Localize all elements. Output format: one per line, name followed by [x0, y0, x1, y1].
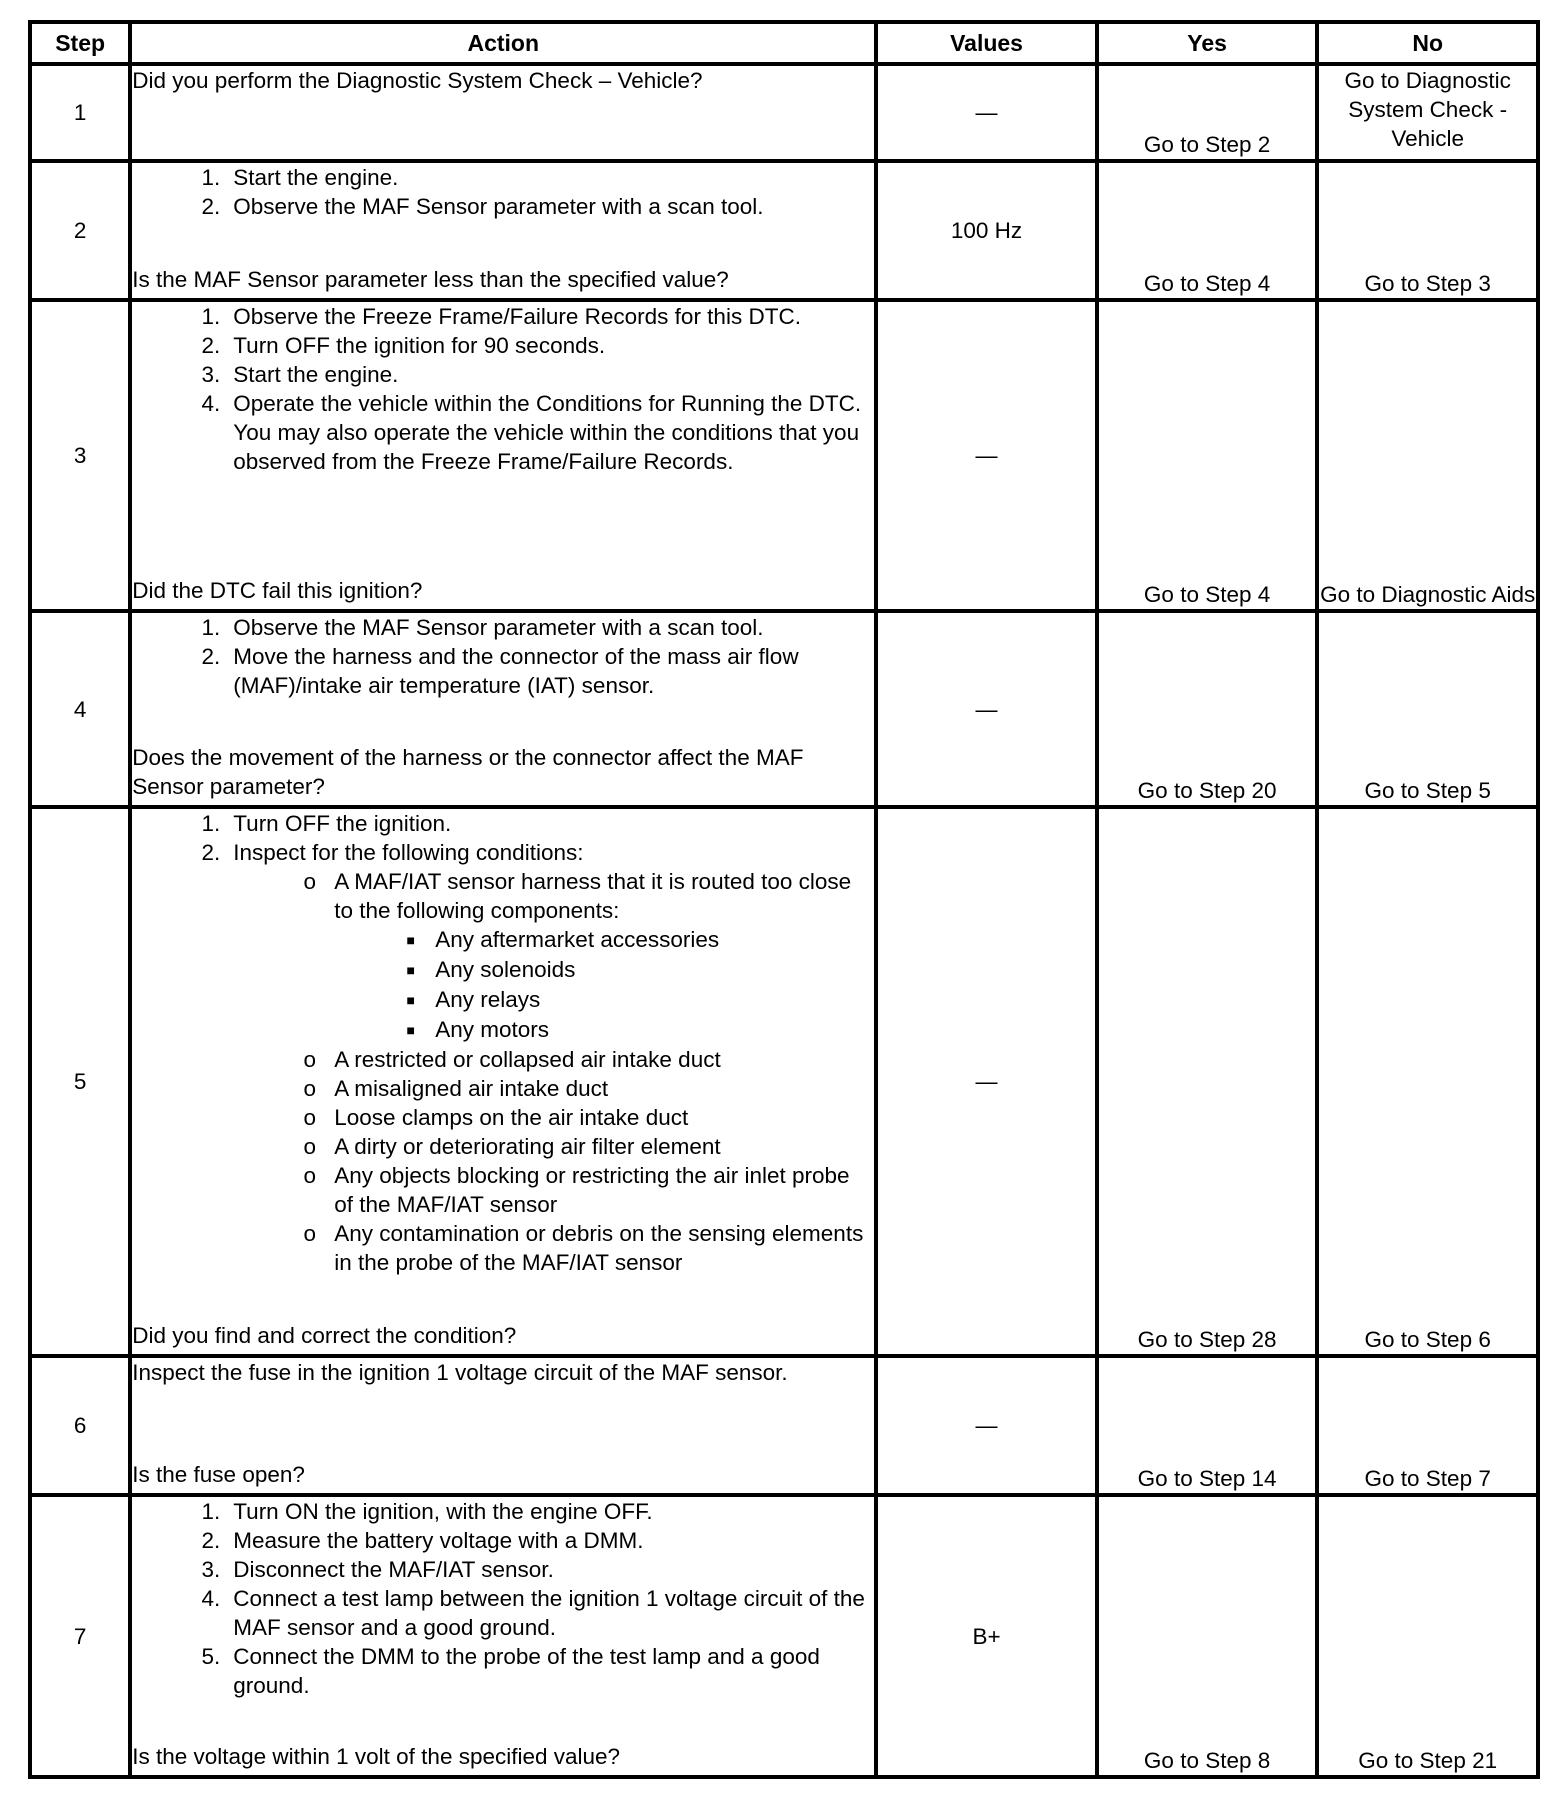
action-steps	[132, 613, 874, 700]
value-text: —	[975, 100, 998, 125]
action-cell	[130, 161, 876, 300]
action-question: Is the fuse open?	[132, 1462, 305, 1487]
table-row-step-6	[30, 1356, 1538, 1495]
value-cell: 100 Hz	[876, 161, 1097, 300]
yes-cell: Go to Step 4	[1097, 300, 1318, 611]
list-item: 2. Move the harness and the connector of the mass air flow (MAF)/intake air temperature (IAT) sensor.	[201, 644, 799, 698]
header-action: Action	[130, 22, 876, 64]
value-cell	[876, 64, 1097, 161]
list-item: 1. Observe the MAF Sensor parameter with a scan tool.	[201, 615, 764, 640]
list-item: 2. Turn OFF the ignition for 90 seconds.	[201, 333, 606, 358]
yes-cell: Go to Step 20	[1097, 611, 1318, 807]
action-steps	[132, 809, 874, 867]
value-cell	[876, 807, 1097, 1356]
list-item: o A dirty or deteriorating air filter element	[303, 1134, 721, 1159]
value-text: —	[975, 1413, 998, 1438]
action-question: Is the voltage within 1 volt of the specified value?	[132, 1744, 621, 1769]
component-list	[334, 925, 874, 1045]
action-cell	[130, 1495, 876, 1777]
list-item: o A misaligned air intake duct	[303, 1076, 609, 1101]
condition-list	[233, 1045, 874, 1277]
list-item: 4. Operate the vehicle within the Conditions for Running the DTC. You may also operate the vehicle within the conditions that you observed from the Freeze Frame/Failure Records.	[201, 391, 862, 474]
list-item: ■ Any solenoids	[406, 957, 576, 982]
step-number: 1	[30, 64, 130, 161]
list-item: ■ Any relays	[406, 987, 541, 1012]
step-number: 3	[30, 300, 130, 611]
action-cell	[130, 300, 876, 611]
action-cell	[130, 64, 876, 161]
no-cell: Go to Step 3	[1317, 161, 1538, 300]
table-row-step-3	[30, 300, 1538, 611]
value-text: —	[975, 696, 998, 722]
list-item: 1. Observe the Freeze Frame/Failure Records for this DTC.	[201, 304, 801, 329]
value-text: —	[975, 1069, 998, 1094]
yes-cell: Go to Step 8	[1097, 1495, 1318, 1777]
no-cell: Go to Step 5	[1317, 611, 1538, 807]
action-question: Did the DTC fail this ignition?	[132, 578, 423, 603]
action-question: Is the MAF Sensor parameter less than the specified value?	[132, 267, 729, 292]
action-steps	[132, 1497, 874, 1700]
step-number: 5	[30, 807, 130, 1356]
action-intro: Inspect the fuse in the ignition 1 voltage circuit of the MAF sensor.	[132, 1360, 788, 1385]
list-item: 3. Disconnect the MAF/IAT sensor.	[201, 1557, 554, 1582]
header-step: Step	[30, 22, 130, 64]
list-item: 2. Inspect for the following conditions:	[201, 840, 584, 865]
value-text: —	[975, 443, 998, 468]
value-cell: B+	[876, 1495, 1097, 1777]
action-steps	[132, 163, 874, 221]
list-item: 1. Turn OFF the ignition.	[201, 811, 452, 836]
list-item: o Any contamination or debris on the sensing elements in the probe of the MAF/IAT sensor	[303, 1221, 864, 1275]
diagnostic-table	[28, 20, 1540, 1779]
no-cell: Go to Diagnostic System Check - Vehicle	[1317, 64, 1538, 161]
no-cell: Go to Step 21	[1317, 1495, 1538, 1777]
step-number: 6	[30, 1356, 130, 1495]
list-item: 4. Connect a test lamp between the ignition 1 voltage circuit of the MAF sensor and a good ground.	[201, 1586, 865, 1640]
step-number: 7	[30, 1495, 130, 1777]
action-cell	[130, 1356, 876, 1495]
list-item: ■ Any motors	[406, 1017, 550, 1042]
list-item: o A MAF/IAT sensor harness that it is routed too close to the following components:	[303, 869, 852, 923]
action-question: Does the movement of the harness or the connector affect the MAF Sensor parameter?	[132, 745, 804, 799]
yes-cell: Go to Step 4	[1097, 161, 1318, 300]
value-cell	[876, 611, 1097, 807]
list-item: o Loose clamps on the air intake duct	[303, 1105, 689, 1130]
yes-cell: Go to Step 2	[1097, 64, 1318, 161]
step-number: 4	[30, 611, 130, 807]
no-cell: Go to Diagnostic Aids	[1317, 300, 1538, 611]
action-cell	[130, 807, 876, 1356]
value-cell	[876, 1356, 1097, 1495]
header-row	[30, 22, 1538, 64]
action-question: Did you perform the Diagnostic System Check – Vehicle?	[132, 68, 703, 93]
list-item: 2. Measure the battery voltage with a DMM.	[201, 1528, 644, 1553]
no-cell: Go to Step 6	[1317, 807, 1538, 1356]
list-item: ■ Any aftermarket accessories	[406, 927, 720, 952]
step-number: 2	[30, 161, 130, 300]
table-row-step-5	[30, 807, 1538, 1356]
header-values: Values	[876, 22, 1097, 64]
list-item: 1. Start the engine.	[201, 165, 399, 190]
yes-cell: Go to Step 14	[1097, 1356, 1318, 1495]
action-question: Did you find and correct the condition?	[132, 1323, 517, 1348]
list-item: o A restricted or collapsed air intake duct	[303, 1047, 721, 1072]
list-item: 1. Turn ON the ignition, with the engine OFF.	[201, 1499, 653, 1524]
header-no: No	[1317, 22, 1538, 64]
yes-cell: Go to Step 28	[1097, 807, 1318, 1356]
list-item: 3. Start the engine.	[201, 362, 399, 387]
value-cell	[876, 300, 1097, 611]
table-row-step-2	[30, 161, 1538, 300]
table-row-step-7	[30, 1495, 1538, 1777]
action-steps	[132, 302, 874, 476]
list-item: 5. Connect the DMM to the probe of the test lamp and a good ground.	[201, 1644, 820, 1698]
list-item: o Any objects blocking or restricting the air inlet probe of the MAF/IAT sensor	[303, 1163, 850, 1217]
condition-list	[233, 867, 874, 925]
header-yes: Yes	[1097, 22, 1318, 64]
list-item: 2. Observe the MAF Sensor parameter with a scan tool.	[201, 194, 764, 219]
no-cell: Go to Step 7	[1317, 1356, 1538, 1495]
table-row-step-1	[30, 64, 1538, 161]
action-cell	[130, 611, 876, 807]
table-row-step-4	[30, 611, 1538, 807]
